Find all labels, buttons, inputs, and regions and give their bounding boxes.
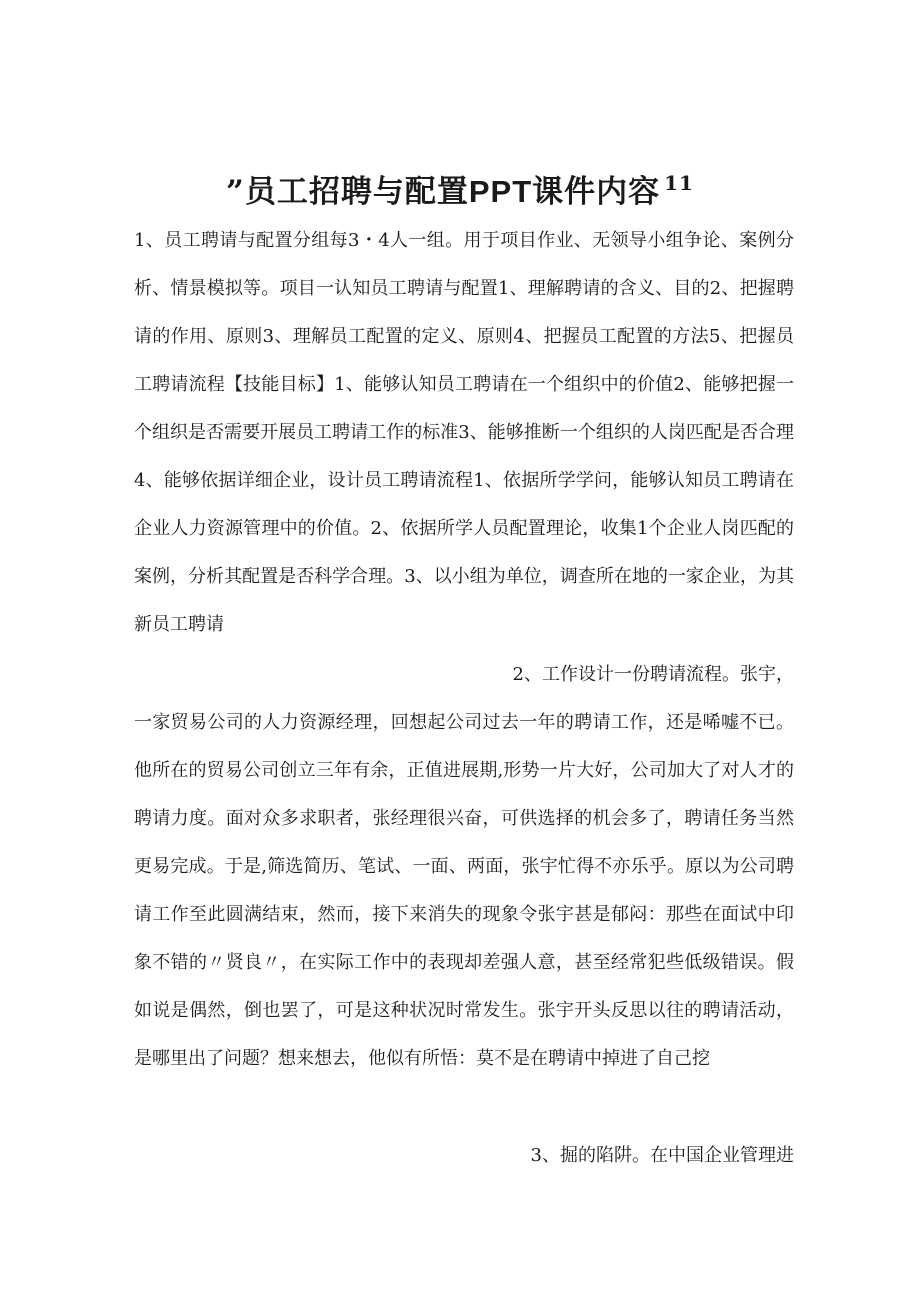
paragraph-2: [134, 651, 794, 1083]
paragraph-1: [134, 217, 794, 649]
paragraph-3-lead: 3、掘的陷阱。在中国企业管理进: [530, 1145, 794, 1166]
paragraph-3: [134, 1132, 794, 1180]
paragraph-1-text: 1、员工聘请与配置分组每3・4人一组。用于项目作业、无领导小组争论、案例分析、情景模拟等。项目一认知员工聘请与配置1、理解聘请的含义、目的2、把握聘请的作用、原则3、理解员工配置的定义、原则4、把握员工配置的方法5、把握员工聘请流程【技能目标】1、能够认知员工聘请在一个组织中的价值2、能够把握一个组织是否需要开展员工聘请工作的标准3、能够推断一个组织的人岗匹配是否合理4、能够依据详细企业，设计员工聘请流程1、依据所学学问，能够认知员工聘请在企业人力资源管理中的价值。2、依据所学人员配置理论，收集1个企业人岗匹配的案例，分析其配置是否科学合理。3、以小组为单位，调查所在地的一家企业，为其新员工聘请: [134, 230, 794, 635]
page-title: [0, 161, 920, 214]
title-prefix: ”员工招聘与配置: [226, 173, 469, 210]
title-superscript: 11: [664, 170, 694, 195]
paragraph-2-text: 一家贸易公司的人力资源经理，回想起公司过去一年的聘请工作，还是唏嘘不已。他所在的贸易公司创立三年有余，正值进展期,形势一片大好，公司加大了对人才的聘请力度。面对众多求职者，张经理很兴奋，可供选择的机会多了，聘请任务当然更易完成。于是,筛选简历、笔试、一面、两面，张宇忙得不亦乐乎。原以为公司聘请工作至此圆满结束，然而，接下来消失的现象令张宇甚是郁闷：那些在面试中印象不错的〃贤良〃，在实际工作中的表现却差强人意，甚至经常犯些低级错误。假如说是偶然，倒也罢了，可是这种状况时常发生。张宇开头反思以往的聘请活动，是哪里出了问题？想来想去，他似有所悟：莫不是在聘请中掉进了自己挖: [134, 712, 794, 1069]
title-ppt: PPT: [468, 173, 533, 209]
paragraph-2-lead: 2、工作设计一份聘请流程。张宇，: [512, 664, 794, 685]
title-suffix: 课件内容: [532, 173, 661, 210]
